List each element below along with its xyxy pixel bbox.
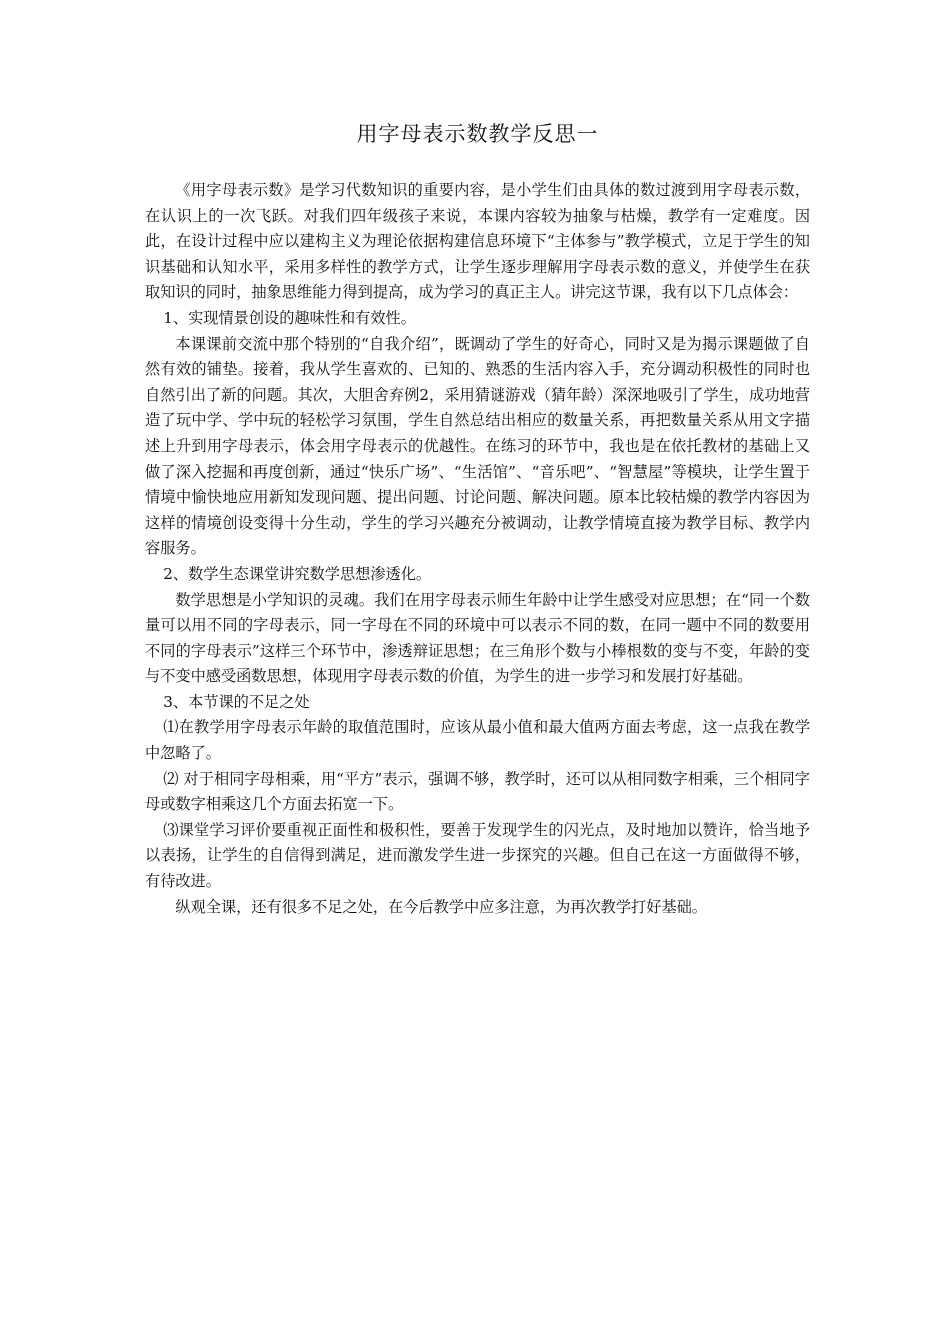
section-3-heading: 3、本节课的不足之处 [163,692,310,711]
section-1-body: 本课课前交流中那个特别的“自我介绍”，既调动了学生的好奇心，同时又是为揭示课题做了自然有效的铺垫。接着，我从学生喜欢的、已知的、熟悉的生活内容入手，充分调动积极性的同时也自然引出了新的问题。其次，大胆舍弃例2，采用猜谜游戏（猜年龄）深深地吸引了学生，成功地营造了玩中学、学中玩的轻松学习氛围，学生自然总结出相应的数量关系，再把数量关系从用文字描述上升到用字母表示，体会用字母表示的优越性。在练习的环节中，我也是在依托教材的基础上又做了深入挖掘和再度创新，通过“快乐广场”、“生活馆”、“音乐吧”、“智慧屋”等模块，让学生置于情境中愉快地应用新知发现问题、提出问题、讨论问题、解决问题。原本比较枯燥的教学内容因为这样的情境创设变得十分生动，学生的学习兴趣充分被调动，让教学情境直接为教学目标、教学内容服务。 [145,334,810,558]
section-2-body: 数学思想是小学知识的灵魂。我们在用字母表示师生年龄中让学生感受对应思想；在“同一个数量可以用不同的字母表示，同一字母在不同的环境中可以表示不同的数，在同一题中不同的数要用不同的字母表示”这样三个环节中，渗透辩证思想；在三角形个数与小棒根数的变与不变，年龄的变与不变中感受函数思想，体现用字母表示数的价值，为学生的进一步学习和发展打好基础。 [145,590,810,686]
conclusion-paragraph: 纵观全课，还有很多不足之处，在今后教学中应多注意，为再次教学打好基础。 [175,897,707,916]
section-1-heading: 1、实现情景创设的趣味性和有效性。 [163,308,416,327]
document-page [145,118,810,920]
section-3-item-1: ⑴在教学用字母表示年龄的取值范围时，应该从最小值和最大值两方面去考虑，这一点我在教学中忽略了。 [145,718,810,763]
section-3-item-2: ⑵ 对于相同字母相乘，用“平方”表示，强调不够，教学时，还可以从相同数字相乘，三个相同字母或数字相乘这几个方面去拓宽一下。 [145,769,810,814]
section-3-item-3: ⑶课堂学习评价要重视正面性和极积性，要善于发现学生的闪光点，及时地加以赞许，恰当地予以表扬，让学生的自信得到满足，进而激发学生进一步探究的兴趣。但自己在这一方面做得不够，有待改进。 [145,820,810,891]
section-2-heading: 2、数学生态课堂讲究数学思想渗透化。 [163,564,432,583]
document-title: 用字母表示数教学反思一 [356,122,599,146]
intro-paragraph: 《用字母表示数》是学习代数知识的重要内容，是小学生们由具体的数过渡到用字母表示数，在认识上的一次飞跃。对我们四年级孩子来说，本课内容较为抽象与枯燥，教学有一定难度。因此，在设计过程中应以建构主义为理论依据构建信息环境下“主体参与”教学模式，立足于学生的知识基础和认知水平，采用多样性的教学方式，让学生逐步理解用字母表示数的意义，并使学生在获取知识的同时，抽象思维能力得到提高，成为学习的真正主人。讲完这节课，我有以下几点体会： [145,181,810,302]
